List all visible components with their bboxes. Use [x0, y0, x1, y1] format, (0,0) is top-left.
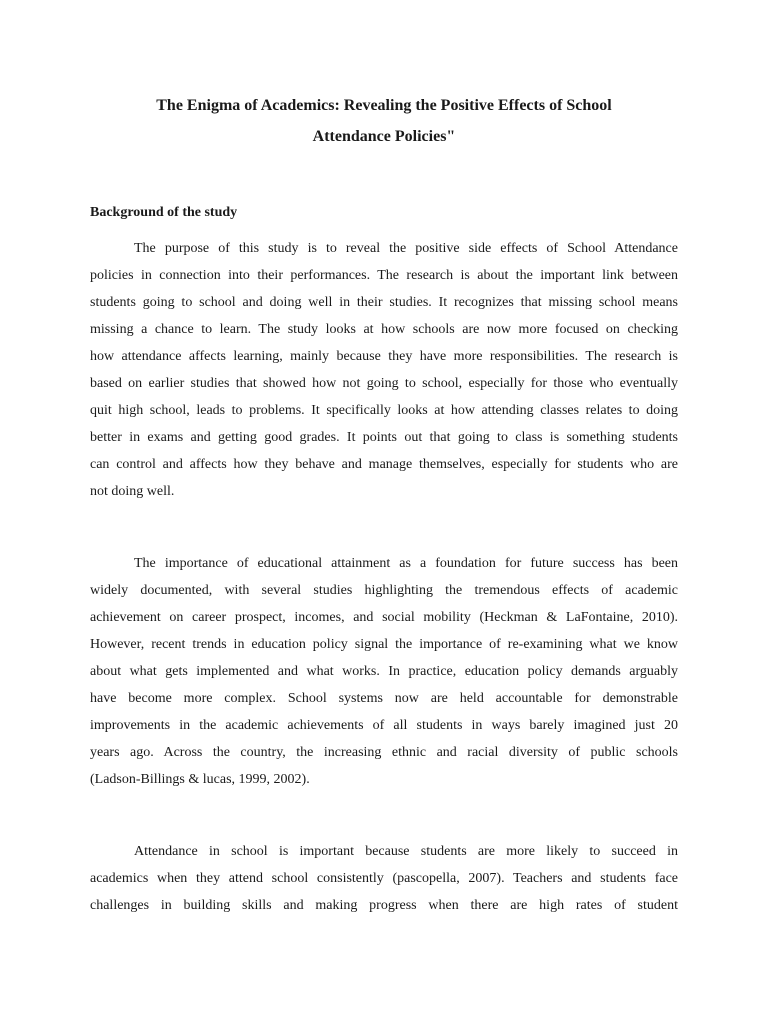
text-line: Attendance in school is important because students are more likely to succeed in	[134, 844, 678, 859]
text-line: The importance of educational attainment as a foundation for future success has been	[134, 556, 678, 571]
text-line: have become more complex. School systems now are held accountable for demonstrable	[90, 691, 678, 706]
text-line: quit high school, leads to problems. It specifically looks at how attending classes relates to doing	[90, 403, 678, 418]
text-line: can control and affects how they behave and manage themselves, especially for students who are	[90, 457, 678, 472]
section-heading: Background of the study	[90, 205, 238, 220]
text-line: achievement on career prospect, incomes, and social mobility (Heckman & LaFontaine, 2010).	[90, 610, 678, 625]
text-line: missing a chance to learn. The study looks at how schools are now more focused on checking	[90, 322, 678, 337]
text-line: about what gets implemented and what works. In practice, education policy demands arguably	[90, 664, 678, 679]
title-line-2: Attendance Policies"	[312, 128, 456, 145]
text-line: However, recent trends in education policy signal the importance of re-examining what we know	[90, 637, 678, 652]
text-line: improvements in the academic achievements of all students in ways barely imagined just 20	[90, 718, 678, 733]
text-line: widely documented, with several studies highlighting the tremendous effects of academic	[90, 583, 678, 598]
text-line: how attendance affects learning, mainly because they have more responsibilities. The research is	[90, 349, 678, 364]
paragraph-2	[90, 550, 678, 793]
text-line: based on earlier studies that showed how not going to school, especially for those who eventually	[90, 376, 678, 391]
text-line: academics when they attend school consistently (pascopella, 2007). Teachers and students face	[90, 871, 678, 886]
text-line: students going to school and doing well in their studies. It recognizes that missing school means	[90, 295, 678, 310]
text-line: better in exams and getting good grades. It points out that going to class is something students	[90, 430, 678, 445]
paragraph-1	[90, 235, 678, 505]
text-line: policies in connection into their performances. The research is about the important link between	[90, 268, 678, 283]
paragraph-3	[90, 838, 678, 919]
text-line: (Ladson-Billings & lucas, 1999, 2002).	[90, 772, 310, 787]
text-line: years ago. Across the country, the increasing ethnic and racial diversity of public schools	[90, 745, 678, 760]
text-line: The purpose of this study is to reveal the positive side effects of School Attendance	[134, 241, 678, 256]
title-line-1: The Enigma of Academics: Revealing the Positive Effects of School	[156, 97, 612, 114]
document-title	[90, 90, 678, 152]
text-line: not doing well.	[90, 484, 175, 499]
text-line: challenges in building skills and making progress when there are high rates of student	[90, 898, 678, 913]
